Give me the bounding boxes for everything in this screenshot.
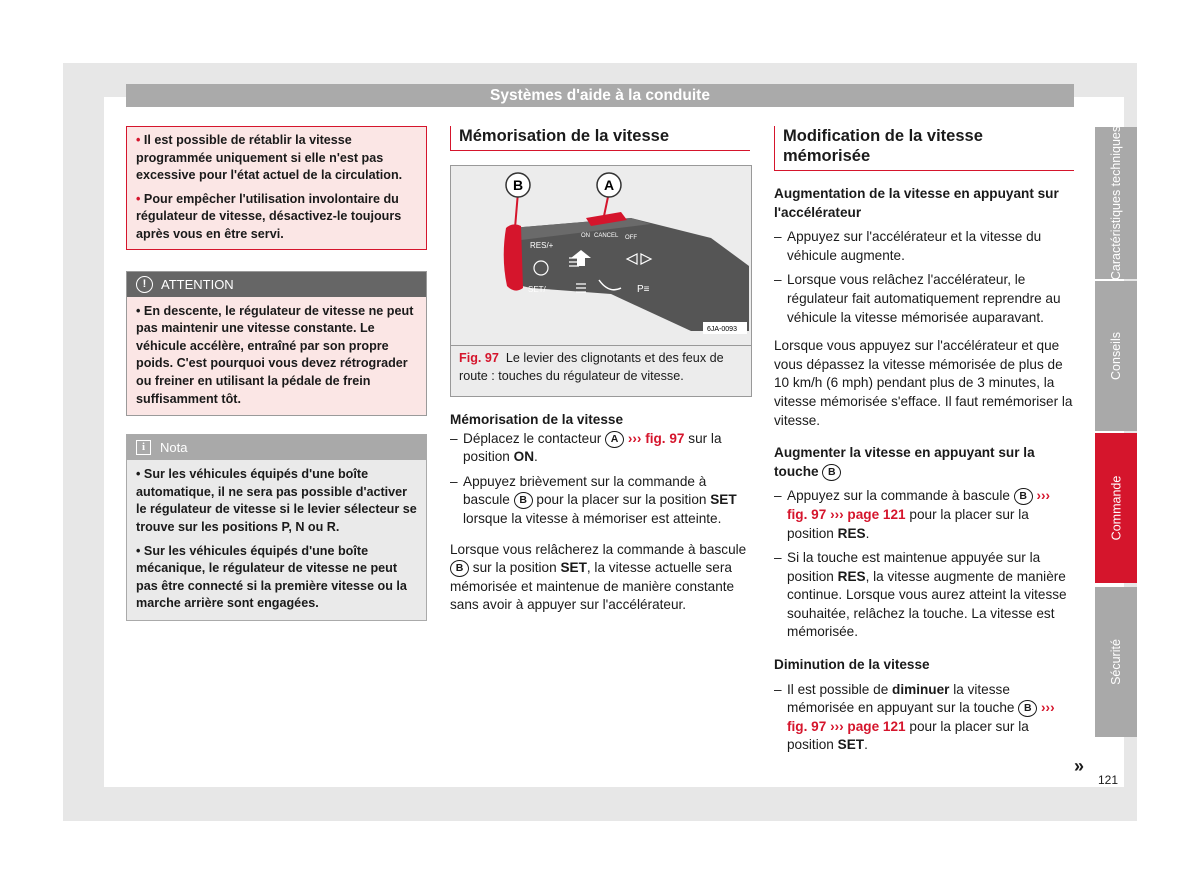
note-header [127, 435, 426, 460]
callout-a-ref: A [605, 431, 624, 448]
bullet-icon: • [136, 303, 144, 318]
subheading: Mémorisation de la vitesse [450, 412, 624, 427]
figure-caption: Fig. 97 Le levier des clignotants et des feux de route : touches du régulateur de vitesse. [459, 351, 724, 383]
parking-light-icon: P≡ [637, 284, 650, 295]
caution-box [126, 126, 427, 250]
figure-97 [450, 165, 752, 397]
callout-b-ref: B [450, 560, 469, 577]
warning-label: ATTENTION [161, 276, 234, 292]
note-item: • Sur les véhicules équipés d'une boîte automatique, il ne sera pas possible d'activer le régulateur de vitesse si le levier sélecteur se trouve sur les positions P, N ou R. [136, 467, 417, 534]
caution-item: • Il est possible de rétablir la vitesse programmée uniquement si elle n'est pas excessive pour l'état actuel de la circulation. [136, 133, 403, 183]
warning-header [127, 272, 426, 297]
warning-box [126, 271, 427, 417]
warning-icon: ! [136, 276, 153, 293]
note-label: Nota [160, 440, 188, 456]
lever-res-label: RES/+ [530, 241, 554, 250]
tab-caracteristiques[interactable]: Caractéristiques techniques [1095, 127, 1137, 279]
caution-item: • Pour empêcher l'utilisation involontaire du régulateur de vitesse, désactivez-le toujours après vous en être servi. [136, 191, 402, 241]
lever-off-label: OFF [625, 235, 637, 241]
tab-conseils[interactable]: Conseils [1095, 281, 1137, 431]
list-item: – Appuyez sur la commande à bascule B ››› fig. 97 ››› page 121 pour la placer sur la position RES. [774, 487, 1074, 543]
column-middle [450, 126, 750, 615]
list-item: – Déplacez le contacteur A ››› fig. 97 sur la position ON. [450, 430, 750, 467]
bullet-icon: • [136, 133, 144, 147]
figure-number: Fig. 97 [459, 351, 499, 365]
figure-code: 6JA-0093 [707, 326, 737, 333]
figure-image [451, 166, 751, 346]
list-item: – Appuyez brièvement sur la commande à bascule B pour la placer sur la position SET lorsque la vitesse à mémoriser est atteinte. [450, 473, 750, 529]
tab-securite[interactable]: Sécurité [1095, 587, 1137, 737]
subheading: Augmentation de la vitesse en appuyant sur l'accélérateur [774, 186, 1059, 220]
callout-b-ref: B [514, 492, 533, 509]
list-item: – Il est possible de diminuer la vitesse mémorisée en appuyant sur la touche B ››› fig. 97 ››› page 121 pour la placer sur la position SET. [774, 681, 1074, 755]
bullet-icon: • [136, 191, 144, 206]
list-item: – Lorsque vous relâchez l'accélérateur, le régulateur fait automatiquement reprendre au véhicule la vitesse mémorisée auparavant. [774, 271, 1074, 327]
bullet-icon: • [136, 543, 144, 558]
subheading: Diminution de la vitesse [774, 657, 930, 673]
section-heading: Mémorisation de la vitesse [450, 126, 750, 151]
chapter-header: Systèmes d'aide à la conduite [126, 84, 1074, 107]
lever-illustration [451, 166, 749, 345]
callout-b: B [512, 177, 524, 193]
column-right [774, 126, 1074, 761]
note-item: • Sur les véhicules équipés d'une boîte mécanique, le régulateur de vitesse ne peut pas être connecté si la première vitesse ou la marche arrière sont engagées. [136, 543, 407, 611]
figure-link[interactable]: ››› fig. 97 [787, 488, 1051, 522]
memorisation-section [450, 411, 750, 615]
paragraph: Lorsque vous relâcherez la commande à bascule B sur la position SET, la vitesse actuelle sera mémorisée et maintenue de manière constante sans avoir à appuyer sur l'accélérateur. [450, 541, 747, 613]
subheading: Augmenter la vitesse en appuyant sur la touche B [774, 445, 1035, 479]
list-item: – Appuyez sur l'accélérateur et la vitesse du véhicule augmente. [774, 228, 1074, 265]
paragraph: Lorsque vous appuyez sur l'accélérateur et que vous dépassez la vitesse mémorisée de plus de 10 km/h (6 mph) pendant plus de 3 minutes, la vitesse mémorisée s'efface. Il faut remémoriser la vitesse. [774, 338, 1073, 428]
callout-b-ref: B [1014, 488, 1033, 505]
page-number: 121 [1098, 773, 1119, 787]
column-left [126, 126, 427, 621]
warning-body: • En descente, le régulateur de vitesse ne peut pas maintenir une vitesse constante. Le véhicule accélère, entraîné par son propre poids. C'est pourquoi vous devez rétrograder ou freiner en utilisant la pédale de frein suffisamment tôt. [136, 303, 414, 406]
lever-set-label: SET/– [528, 285, 551, 294]
note-body [127, 460, 426, 620]
callout-b-ref: B [1018, 700, 1037, 717]
lever-on-label: ON [581, 233, 590, 239]
callout-b-ref: B [822, 464, 841, 481]
tab-commande[interactable]: Commande [1095, 433, 1137, 583]
list-item: – Si la touche est maintenue appuyée sur la position RES, la vitesse augmente de manière continue. Lorsque vous aurez atteint la vitesse souhaitée, relâchez la touche. La vitesse est mémorisée. [774, 549, 1074, 642]
figure-link[interactable]: ››› fig. 97 [787, 700, 1055, 734]
note-box [126, 434, 427, 621]
info-icon: i [136, 440, 151, 455]
figure-link[interactable]: ››› fig. 97 [627, 430, 685, 446]
page-link[interactable]: ››› page 121 [830, 506, 906, 522]
page-link[interactable]: ››› page 121 [830, 718, 906, 734]
lever-cancel-label: CANCEL [594, 233, 619, 239]
callout-a: A [603, 177, 615, 193]
section-heading: Modification de la vitesse mémorisée [774, 126, 1074, 171]
bullet-icon: • [136, 467, 144, 482]
continue-arrows: » [1074, 756, 1085, 776]
